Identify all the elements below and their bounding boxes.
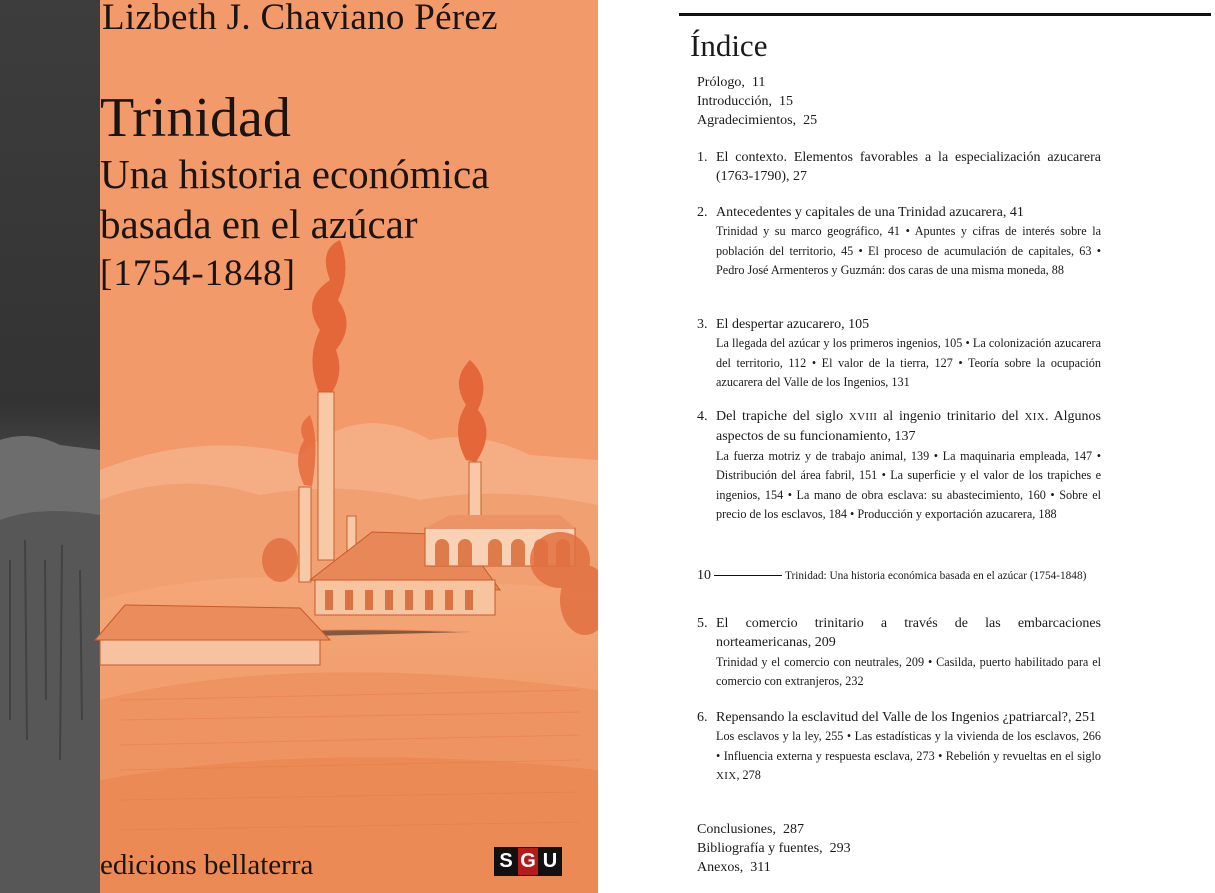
chapter-number: 3. (697, 317, 708, 332)
book-cover (0, 0, 598, 893)
chapter-title: Repensando la esclavitud del Valle de los Ingenios ¿patriarcal?, 251 (716, 710, 1096, 725)
toc-chapter-2 (697, 203, 1101, 281)
top-rule-divider (679, 13, 1211, 16)
toc-back-matter-item: Bibliografía y fuentes, 293 (697, 841, 851, 856)
chapter-number: 5. (697, 616, 708, 631)
cover-subtitle-line2: basada en el azúcar (100, 201, 418, 247)
cover-subtitle-line1: Una historia económica (100, 151, 490, 197)
toc-back-matter-item: Conclusiones, 287 (697, 822, 804, 837)
page-number: 10 (697, 568, 711, 583)
running-title: Trinidad: Una historia económica basada en el azúcar (1754-1848) (785, 570, 1087, 582)
chapter-title: Antecedentes y capitales de una Trinidad azucarera, 41 (716, 205, 1024, 220)
cover-years: [1754-1848] (100, 253, 296, 294)
sgu-logo-letter: U (542, 850, 558, 872)
toc-chapter-3 (697, 315, 1101, 393)
toc-front-matter-item: Agradecimientos, 25 (697, 113, 818, 128)
index-heading: Índice (690, 28, 768, 63)
chapter-sections: Los esclavos y la ley, 255 • Las estadísticas y la vivienda de los esclavos, 266 • Influencia externa y respuesta esclava, 273 • Rebelión y revueltas en el siglo XIX, 278 (716, 729, 1101, 783)
footer-rule (714, 575, 782, 576)
chapter-number: 2. (697, 205, 708, 220)
chapter-sections: Trinidad y su marco geográfico, 41 • Apuntes y cifras de interés sobre la población del territorio, 45 • El proceso de acumulación de capitales, 63 • Pedro José Armenteros y Guzmán: dos caras de una misma moneda, 88 (716, 224, 1101, 278)
toc-front-matter-item: Prólogo, 11 (697, 75, 766, 90)
sgu-logo-letter: G (518, 848, 538, 875)
page-footer (697, 568, 1086, 584)
toc-chapter-6 (697, 708, 1101, 787)
chapter-number: 1. (697, 150, 708, 165)
sgu-logo-letter: S (499, 850, 513, 872)
chapter-title: El comercio trinitario a través de las embarcaciones norteamericanas, 209 (716, 616, 1101, 651)
sgu-logo (494, 847, 562, 876)
chapter-title: Del trapiche del siglo XVIII al ingenio trinitario del XIX. Algunos aspectos de su funcionamiento, 137 (716, 409, 1101, 445)
toc-back-matter-item: Anexos, 311 (697, 860, 771, 875)
toc-front-matter-item: Introducción, 15 (697, 94, 794, 109)
chapter-sections: Trinidad y el comercio con neutrales, 209 • Casilda, puerto habilitado para el comercio con extranjeros, 232 (716, 654, 1101, 689)
chapter-number: 6. (697, 710, 708, 725)
chapter-sections: La fuerza motriz y de trabajo animal, 139 • La maquinaria empleada, 147 • Distribución del área fabril, 151 • La superficie y el valor de los trapiches e ingenios, 154 • La mano de obra esclava: su abastecimiento, 160 • Sobre el precio de los esclavos, 184 • Producción y exportación azucarera, 188 (716, 448, 1101, 522)
toc-chapter-5 (697, 614, 1101, 692)
chapter-number: 4. (697, 409, 708, 424)
toc-chapter-1 (697, 148, 1101, 187)
chapter-sections: La llegada del azúcar y los primeros ingenios, 105 • La colonización azucarera del territorio, 112 • El valor de la tierra, 127 • Teoría sobre la ocupación azucarera del Valle de los Ingenios, 131 (716, 336, 1101, 390)
cover-publisher: edicions bellaterra (100, 849, 314, 881)
cover-author: Lizbeth J. Chaviano Pérez (102, 0, 498, 38)
cover-sugar-mill-illustration (0, 0, 598, 893)
chapter-title: El contexto. Elementos favorables a la especialización azucarera (1763-1790), 27 (716, 150, 1101, 185)
index-page (598, 0, 1215, 893)
toc-chapter-4 (697, 407, 1101, 524)
chapter-title: El despertar azucarero, 105 (716, 317, 870, 332)
cover-title: Trinidad (100, 87, 291, 149)
